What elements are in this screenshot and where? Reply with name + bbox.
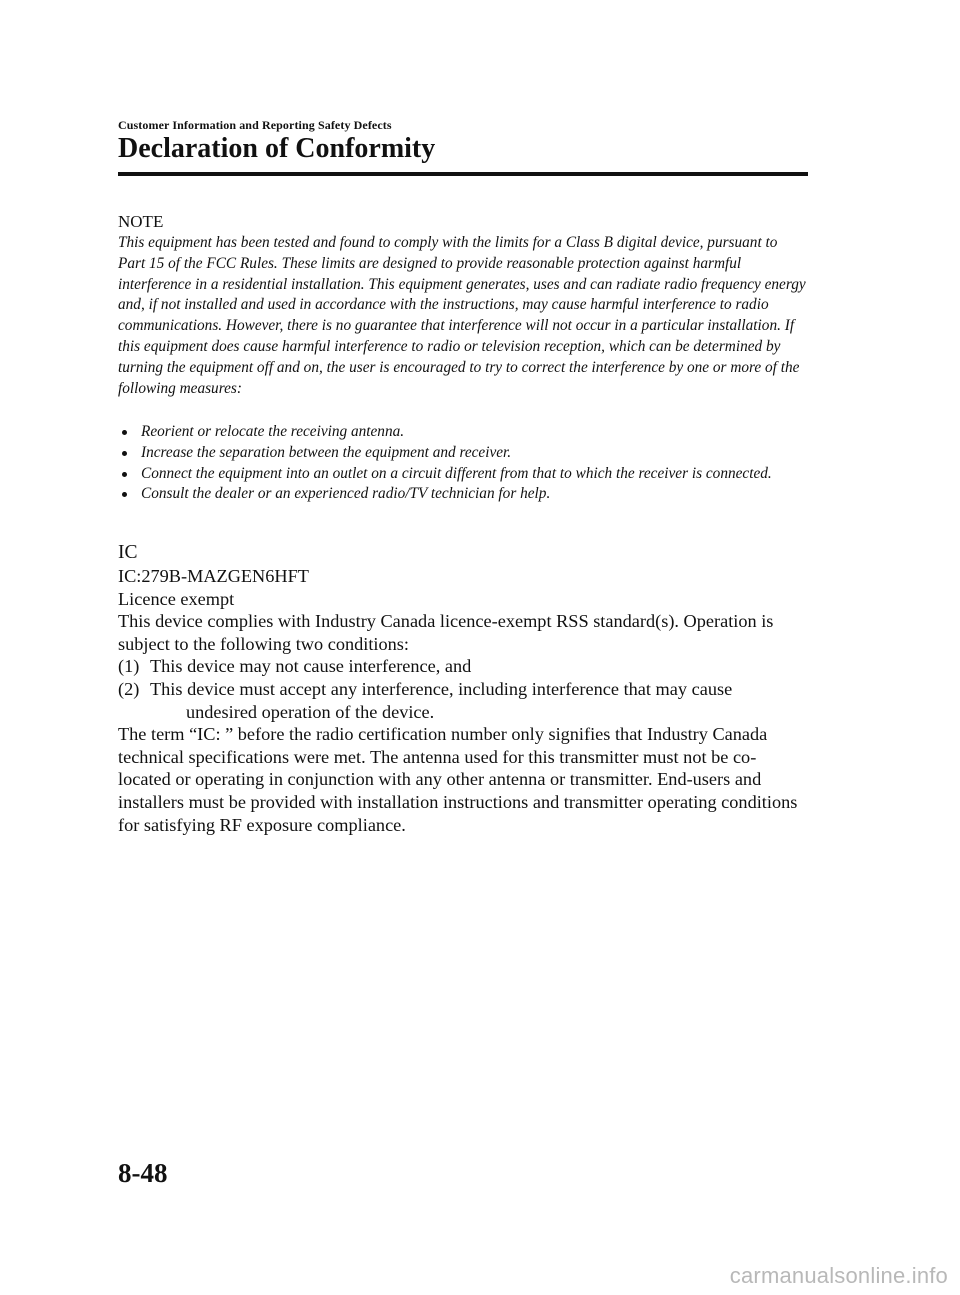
condition-continuation: undesired operation of the device. <box>186 701 435 722</box>
page-title: Declaration of Conformity <box>118 133 436 164</box>
section-label: Customer Information and Reporting Safety Defects <box>118 118 392 132</box>
measures-list <box>118 422 808 505</box>
licence-exempt-label: Licence exempt <box>118 588 235 609</box>
condition-number: (1) <box>118 656 140 677</box>
ic-heading: IC <box>118 542 138 563</box>
page-number: 8-48 <box>118 1158 168 1188</box>
list-item <box>118 464 808 485</box>
condition-item <box>118 678 808 723</box>
ic-block <box>118 565 808 836</box>
list-item-text: Reorient or relocate the receiving antenna. <box>141 423 405 440</box>
note-body: This equipment has been tested and found to comply with the limits for a Class B digital device, pursuant to Part 15 of the FCC Rules. These limits are designed to provide reasonable protection against harmful interference in a residential installation. This equipment generates, uses and can radiate radio frequency energy and, if not installed and used in accordance with the instructions, may cause harmful interference to radio communications. However, there is no guarantee that interference will not occur in a particular installation. If this equipment does cause harmful interference to radio or television reception, which can be determined by turning the equipment off and on, the user is encouraged to try to correct the interference by one or more of the following measures: <box>118 234 806 397</box>
bullet-icon <box>122 451 127 456</box>
term-paragraph: The term “IC: ” before the radio certification number only signifies that Industry Canada technical specifications were met. The antenna used for this transmitter must not be co-located or operating in conjunction with any other antenna or transmitter. End-users and installers must be provided with installation instructions and transmitter operating conditions for satisfying RF exposure compliance. <box>118 724 798 835</box>
watermark: carmanualsonline.info <box>729 1263 948 1288</box>
list-item <box>118 443 808 464</box>
list-item <box>118 422 808 443</box>
list-item-text: Increase the separation between the equipment and receiver. <box>141 443 512 461</box>
condition-number: (2) <box>118 678 140 699</box>
list-item-text: Connect the equipment into an outlet on a circuit different from that to which the receiver is connected. <box>141 464 772 482</box>
bullet-icon <box>122 492 127 497</box>
list-item <box>118 484 808 505</box>
condition-text: This device must accept any interference, including interference that may cause <box>150 678 733 699</box>
bullet-icon <box>122 430 127 435</box>
bullet-icon <box>122 472 127 477</box>
condition-item <box>118 655 808 678</box>
compliance-statement: This device complies with Industry Canada licence-exempt RSS standard(s). Operation is subject to the following two conditions: <box>118 611 774 654</box>
ic-id-line: IC:279B-MAZGEN6HFT <box>118 566 309 586</box>
list-item-text: Consult the dealer or an experienced radio/TV technician for help. <box>141 485 551 503</box>
title-rule <box>118 172 808 176</box>
note-heading: NOTE <box>118 212 164 231</box>
condition-text: This device may not cause interference, and <box>150 656 472 677</box>
